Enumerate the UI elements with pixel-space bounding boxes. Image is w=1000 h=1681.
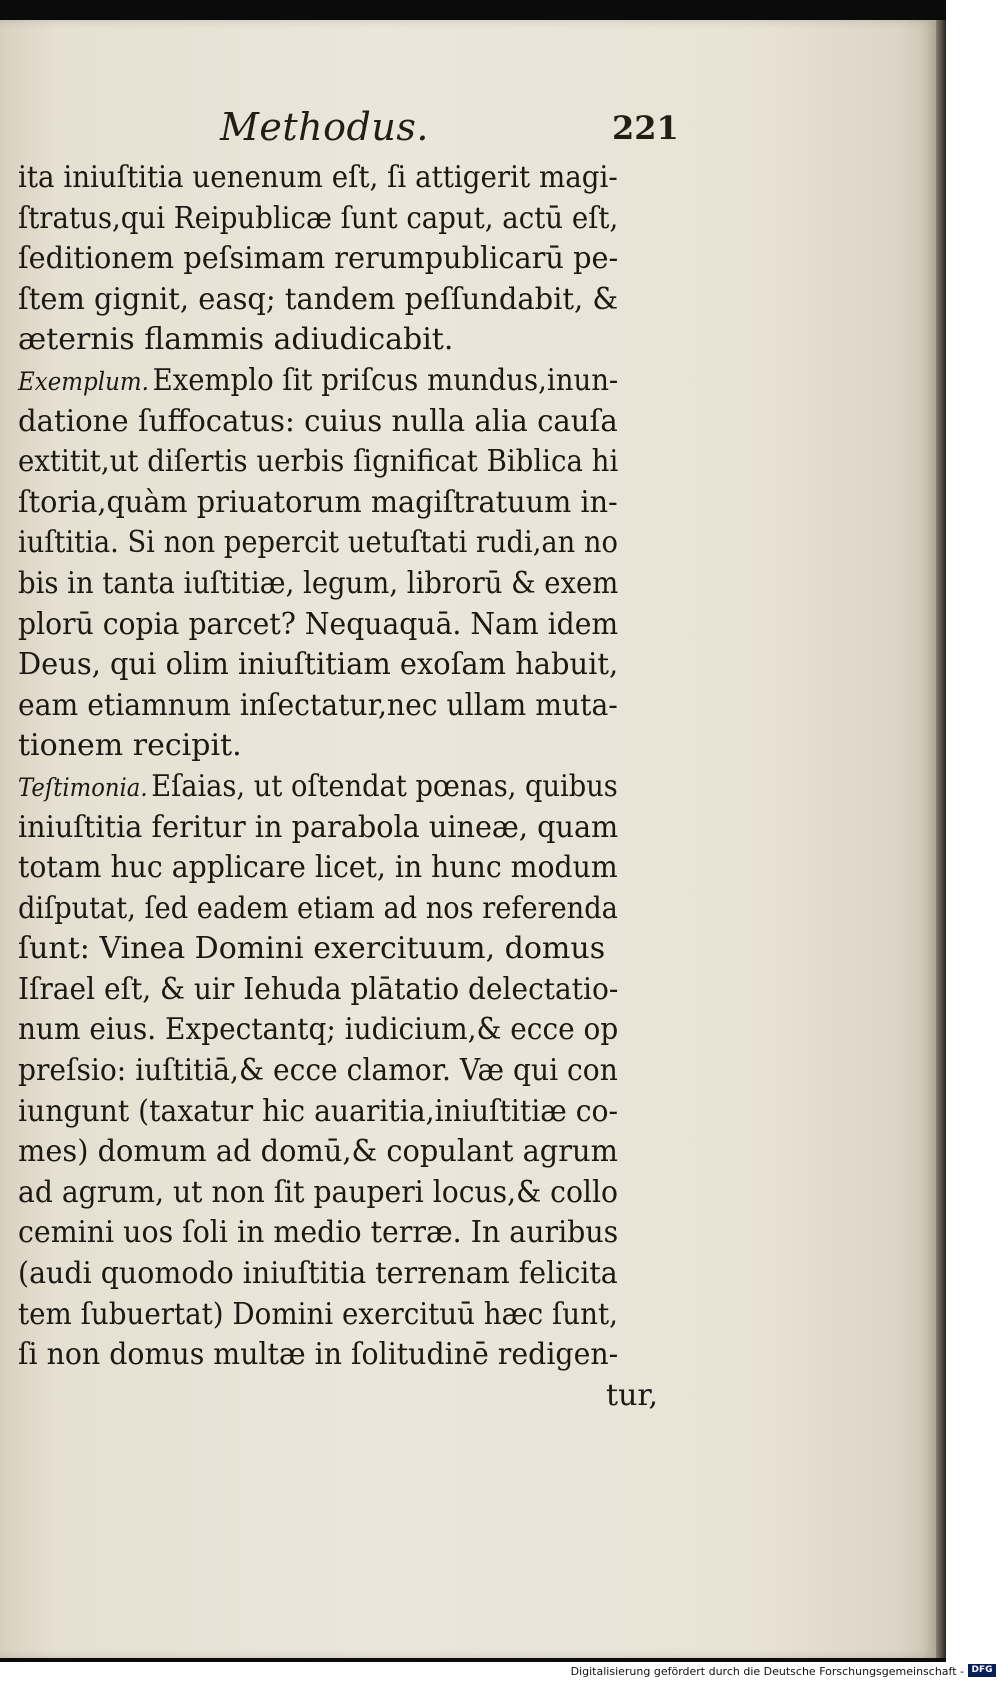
line-text: datione ſuffocatus: cuius nulla alia cauſa (18, 403, 618, 439)
digitization-credit: Digitalisierung gefördert durch die Deutsche Forschungsgemeinschaft - (570, 1665, 964, 1678)
text-line (18, 605, 668, 646)
text-line (18, 726, 668, 767)
line-text: Iſrael eſt, & uir Iehuda plātatio delectatio- (18, 971, 619, 1007)
running-head: Methodus. (220, 105, 429, 149)
text-line (18, 402, 668, 443)
page-edge (936, 20, 946, 1658)
text-line (18, 1295, 668, 1336)
text-line (18, 808, 668, 849)
text-line (18, 767, 668, 808)
text-line (18, 686, 668, 727)
line-text: iungunt (taxatur hic auaritia,iniuſtitiæ co- (18, 1093, 619, 1129)
line-text: plorū copia parcet? Nequaquā. Nam idem (18, 606, 619, 642)
text-line (18, 1213, 668, 1254)
text-line (18, 1335, 668, 1376)
line-text: cemini uos ſoli in medio terræ. In auribus (18, 1215, 619, 1251)
text-line (18, 199, 668, 240)
text-line (18, 1051, 668, 1092)
text-line (18, 158, 668, 199)
marginal-note: Exemplum. (18, 366, 149, 396)
text-line (18, 970, 668, 1011)
text-line (18, 1010, 668, 1051)
line-text: (audi quomodo iniuſtitia terrenam felicita (18, 1256, 618, 1292)
text-line (18, 1254, 668, 1295)
line-text: extitit,ut diſertis uerbis ſignificat Biblica hi (18, 444, 619, 480)
dfg-logo: DFG (968, 1664, 996, 1677)
line-text: bis in tanta iuſtitiæ, legum, librorū & exem (18, 565, 619, 601)
line-text: ad agrum, ut non ſit pauperi locus,& collo (18, 1174, 618, 1210)
line-text: ſunt: Vinea Domini exercituum, domus (18, 931, 606, 967)
line-text: iuſtitia. Si non pepercit uetuſtati rudi,an no (18, 525, 618, 561)
line-text: ſi non domus multæ in ſolitudinē redigen- (18, 1337, 619, 1373)
line-text: tionem recipit. (18, 728, 242, 764)
text-line (18, 523, 668, 564)
line-text: tem ſubuertat) Domini exercituū hæc ſunt, (18, 1296, 618, 1332)
line-text: diſputat, ſed eadem etiam ad nos referenda (18, 890, 618, 926)
text-line (18, 442, 668, 483)
text-line (18, 848, 668, 889)
text-line (18, 320, 668, 361)
line-text: totam huc applicare licet, in hunc modum (18, 850, 618, 886)
book-page (0, 20, 936, 1658)
text-line (18, 1173, 668, 1214)
line-text: ſeditionem peſsimam rerumpublicarū pe- (18, 241, 619, 277)
line-text: Exemplo ſit priſcus mundus,inun- (152, 362, 619, 398)
line-text: eam etiamnum inſectatur,nec ullam muta- (18, 687, 618, 723)
marginal-note: Teſtimonia. (18, 772, 148, 802)
line-text: ita iniuſtitia uenenum eſt, ſi attigerit magi- (18, 160, 618, 195)
text-line (18, 361, 668, 402)
line-text: preſsio: iuſtitiā,& ecce clamor. Væ qui con (18, 1053, 618, 1089)
line-text: ſtem gignit, easq; tandem peſſundabit, & (18, 281, 619, 317)
line-text: mes) domum ad domū,& copulant agrum (18, 1134, 618, 1170)
line-text: ſtoria,quàm priuatorum magiſtratuum in- (18, 484, 618, 520)
text-line (18, 483, 668, 524)
text-line (18, 889, 668, 930)
text-block (18, 158, 668, 1416)
page-number: 221 (612, 109, 679, 147)
text-line (18, 280, 668, 321)
line-text: æternis flammis adiudicabit. (18, 322, 454, 358)
text-line (18, 239, 668, 280)
text-line (18, 929, 668, 970)
catchword: tur, (606, 1377, 658, 1413)
line-text: num eius. Expectantq; iudicium,& ecce op (18, 1012, 619, 1048)
line-text: Eſaias, ut oſtendat pœnas, quibus (151, 768, 618, 804)
catchword-line (18, 1376, 668, 1417)
page-header (0, 105, 936, 155)
text-line (18, 645, 668, 686)
text-line (18, 1132, 668, 1173)
line-text: ſtratus,qui Reipublicæ ſunt caput, actū eſt, (18, 200, 619, 236)
line-text: iniuſtitia feritur in parabola uineæ, quam (18, 809, 619, 845)
line-text: Deus, qui olim iniuſtitiam exoſam habuit, (18, 647, 619, 683)
text-line (18, 564, 668, 605)
text-line (18, 1092, 668, 1133)
